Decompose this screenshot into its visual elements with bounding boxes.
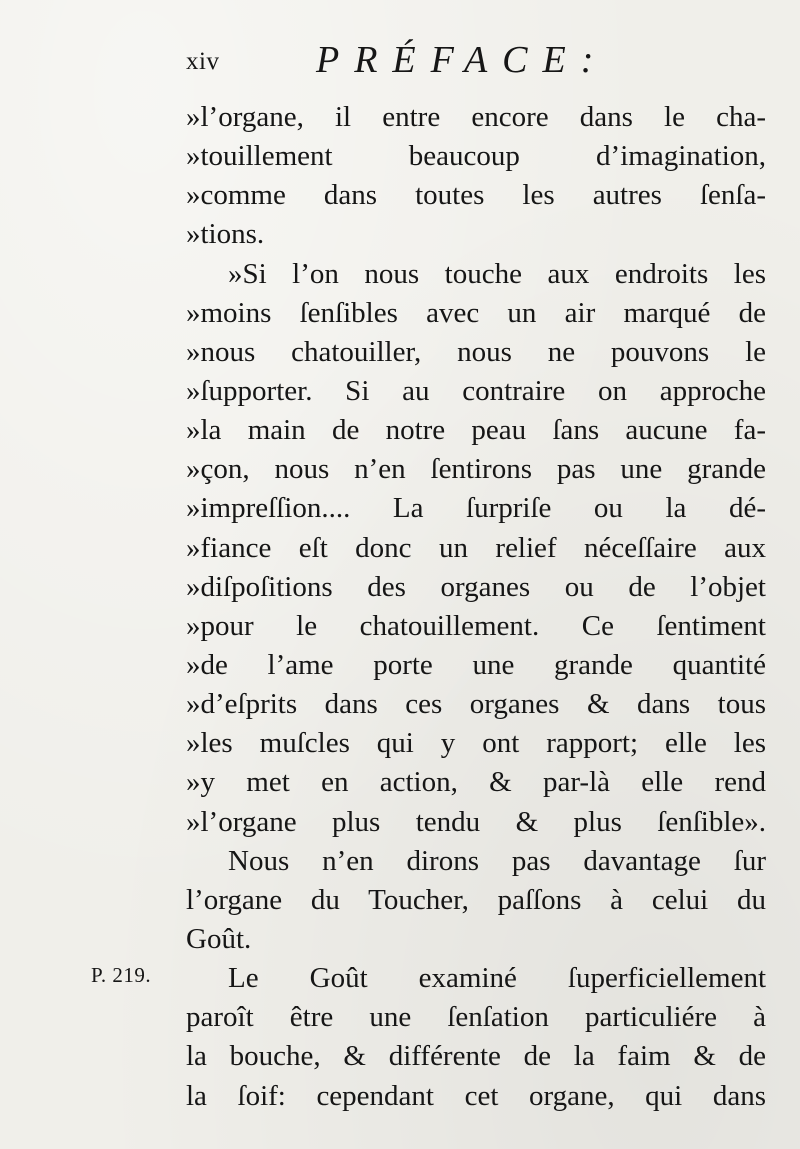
text-line: »d’eſprits dans ces organes & dans tous — [186, 688, 766, 721]
running-head: PRÉFACE: — [316, 39, 609, 81]
text-line: la bouche, & différente de la faim & de — [186, 1040, 766, 1073]
text-line: »moins ſenſibles avec un air marqué de — [186, 296, 766, 329]
text-line: »Si l’on nous touche aux endroits les — [228, 257, 766, 290]
text-line: »fiance eſt donc un relief néceſſaire aux — [186, 531, 766, 564]
text-line: Goût. — [186, 922, 252, 955]
page-header — [186, 38, 756, 92]
text-line: »la main de notre peau ſans aucune fa- — [186, 414, 766, 447]
text-line: »comme dans toutes les autres ſenſa- — [186, 179, 766, 212]
text-line: Le Goût examiné ſuperficiellement — [228, 962, 766, 995]
text-line: »y met en action, & par-là elle rend — [186, 766, 766, 799]
text-line: l’organe du Toucher, paſſons à celui du — [186, 883, 766, 916]
body-text — [186, 98, 766, 1116]
text-line: »les muſcles qui y ont rapport; elle les — [186, 727, 766, 760]
text-line: »ſupporter. Si au contraire on approche — [186, 374, 766, 407]
text-line: »impreſſion.... La ſurpriſe ou la dé- — [186, 492, 766, 525]
text-line: paroît être une ſenſation particuliére à — [186, 1001, 766, 1034]
text-line: »de l’ame porte une grande quantité — [186, 648, 766, 681]
text-line: »nous chatouiller, nous ne pouvons le — [186, 335, 766, 368]
text-line: »l’organe, il entre encore dans le cha- — [186, 101, 766, 133]
marginal-page-reference: P. 219. — [91, 963, 152, 987]
text-line: »çon, nous n’en ſentirons pas une grande — [186, 453, 766, 486]
text-line: »tions. — [186, 218, 265, 251]
folio-number: xiv — [186, 48, 220, 75]
text-line: la ſoif: cependant cet organe, qui dans — [186, 1079, 766, 1112]
text-line: »diſpoſitions des organes ou de l’objet — [186, 570, 766, 603]
text-line: »l’organe plus tendu & plus ſenſible». — [186, 805, 766, 838]
text-line: »pour le chatouillement. Ce ſentiment — [186, 609, 766, 642]
text-line: Nous n’en dirons pas davantage ſur — [228, 844, 766, 877]
text-line: »touillement beaucoup d’imagination, — [186, 140, 766, 173]
